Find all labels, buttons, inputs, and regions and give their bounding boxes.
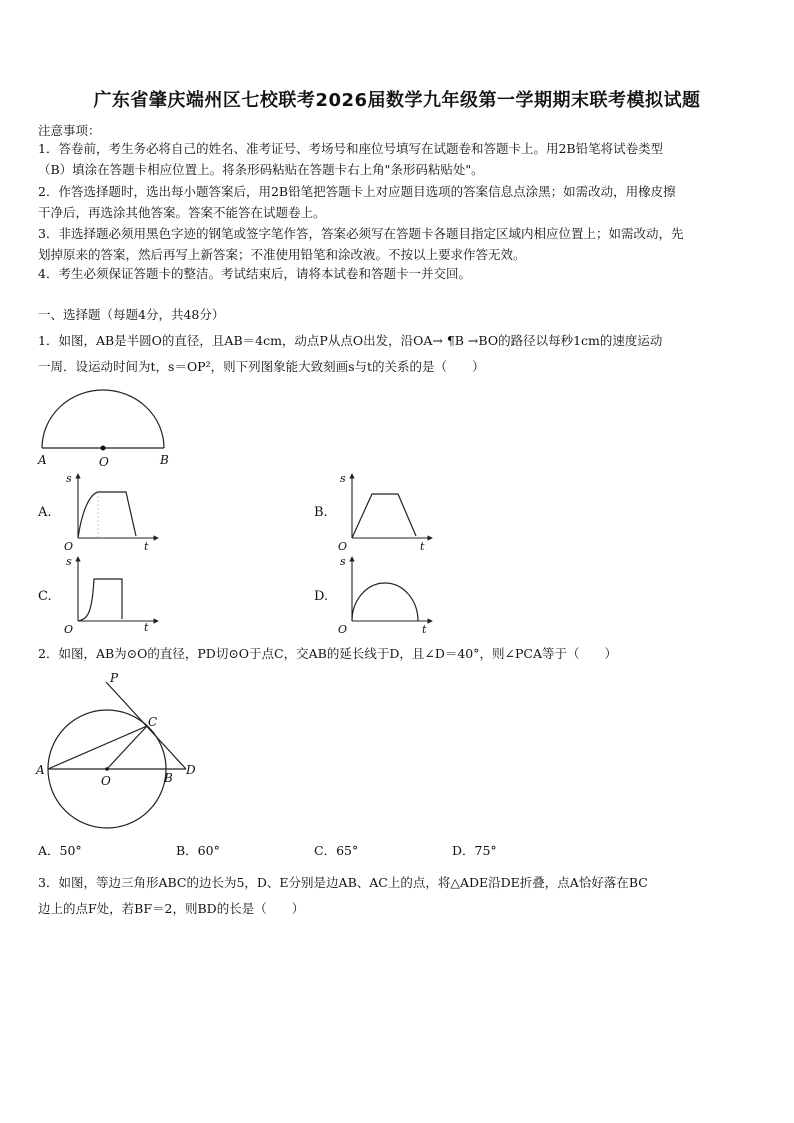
option-a-graph [62,470,160,552]
option-c-graph [62,553,160,635]
graph-curve [78,492,136,538]
label-c: C [148,715,158,729]
label-a: A [38,453,47,467]
center-point-o [105,767,109,771]
axis-label-s: s [340,555,346,568]
option-b-label[interactable]: B. [314,505,328,520]
notice-heading: 注意事项： [38,123,101,138]
axis-label-s: s [66,472,72,485]
label-o: O [99,455,109,468]
question-1-line-1: 1．如图，AB是半圆O的直径，且AB＝4cm，动点P从点O出发，沿OA→ ¶B →BO的路径以每秒1cm的速度运动 [38,333,663,348]
choice-b[interactable]: B．60° [176,843,220,858]
axis-label-s: s [66,555,72,568]
question-2-text: 2．如图，AB为⊙O的直径，PD切⊙O于点C，交AB的延长线于D，且∠D＝40°，则∠PCA等于（ ） [38,646,617,661]
axis-label-t: t [144,621,149,634]
label-d: D [186,763,196,777]
notice-line-2: （B）填涂在答题卡相应位置上。将条形码粘贴在答题卡右上角"条形码粘贴处"。 [38,162,484,177]
axis-label-origin: O [64,623,74,635]
notice-line-6: 划掉原来的答案，然后再写上新答案；不准使用铅笔和涂改液。不按以上要求作答无效。 [38,247,526,262]
tangent-pd [106,682,186,769]
question-1-semicircle-figure [36,386,176,468]
axis-label-origin: O [338,540,348,552]
question-1-text [38,328,758,380]
center-point-o [101,446,106,451]
axis-label-t: t [420,540,425,552]
label-a: A [36,763,45,777]
notice-line-1: 1．答卷前，考生务必将自己的姓名、准考证号、考场号和座位号填写在试题卷和答题卡上。用2B铅笔将试卷类型 [38,141,664,156]
question-3-line-1: 3．如图，等边三角形ABC的边长为5，D、E分别是边AB、AC上的点，将△ADE沿DE折叠，点A恰好落在BC [38,875,648,890]
semicircle-arc [42,390,164,448]
graph-curve [78,579,122,621]
option-d-label[interactable]: D. [314,589,329,604]
graph-curve [352,494,416,538]
question-3-text [38,870,758,922]
axis-label-origin: O [338,623,348,635]
notice-line-4: 干净后，再选涂其他答案。答案不能答在试题卷上。 [38,205,326,220]
axis-label-t: t [144,540,149,552]
question-2-circle-figure [34,670,204,832]
notice-line-3: 2．作答选择题时，选出每小题答案后，用2B铅笔把答题卡上对应题目选项的答案信息点涂黑；如需改动，用橡皮擦 [38,184,676,199]
option-b-graph [336,470,434,552]
axis-label-s: s [340,472,346,485]
choice-c[interactable]: C．65° [314,843,359,858]
choice-d[interactable]: D．75° [452,843,497,858]
notice-line-7: 4．考生必须保证答题卡的整洁。考试结束后，请将本试卷和答题卡一并交回。 [38,266,471,281]
option-d-graph [336,553,434,635]
graph-curve [352,583,418,621]
label-p: P [110,671,119,685]
axis-label-origin: O [64,540,74,552]
chord-ac [48,726,147,769]
choice-a[interactable]: A．50° [38,843,82,858]
label-b: B [164,771,173,785]
option-c-label[interactable]: C. [38,589,52,604]
notice-line-5: 3．非选择题必须用黑色字迹的钢笔或签字笔作答，答案必须写在答题卡各题目指定区域内相应位置上；如需改动，先 [38,226,684,241]
page-title: 广东省肇庆端州区七校联考2026届数学九年级第一学期期末联考模拟试题 [93,90,701,111]
label-o: O [101,774,111,788]
section-heading: 一、选择题（每题4分，共48分） [38,307,225,322]
axis-label-t: t [422,623,427,635]
question-1-line-2: 一周．设运动时间为t，s＝OP²，则下列图象能大致刻画s与t的关系的是（ ） [38,359,485,374]
radius-oc [107,726,147,769]
question-3-line-2: 边上的点F处，若BF＝2，则BD的长是（ ） [38,901,305,916]
option-a-label[interactable]: A. [38,505,52,520]
label-b: B [160,453,169,467]
